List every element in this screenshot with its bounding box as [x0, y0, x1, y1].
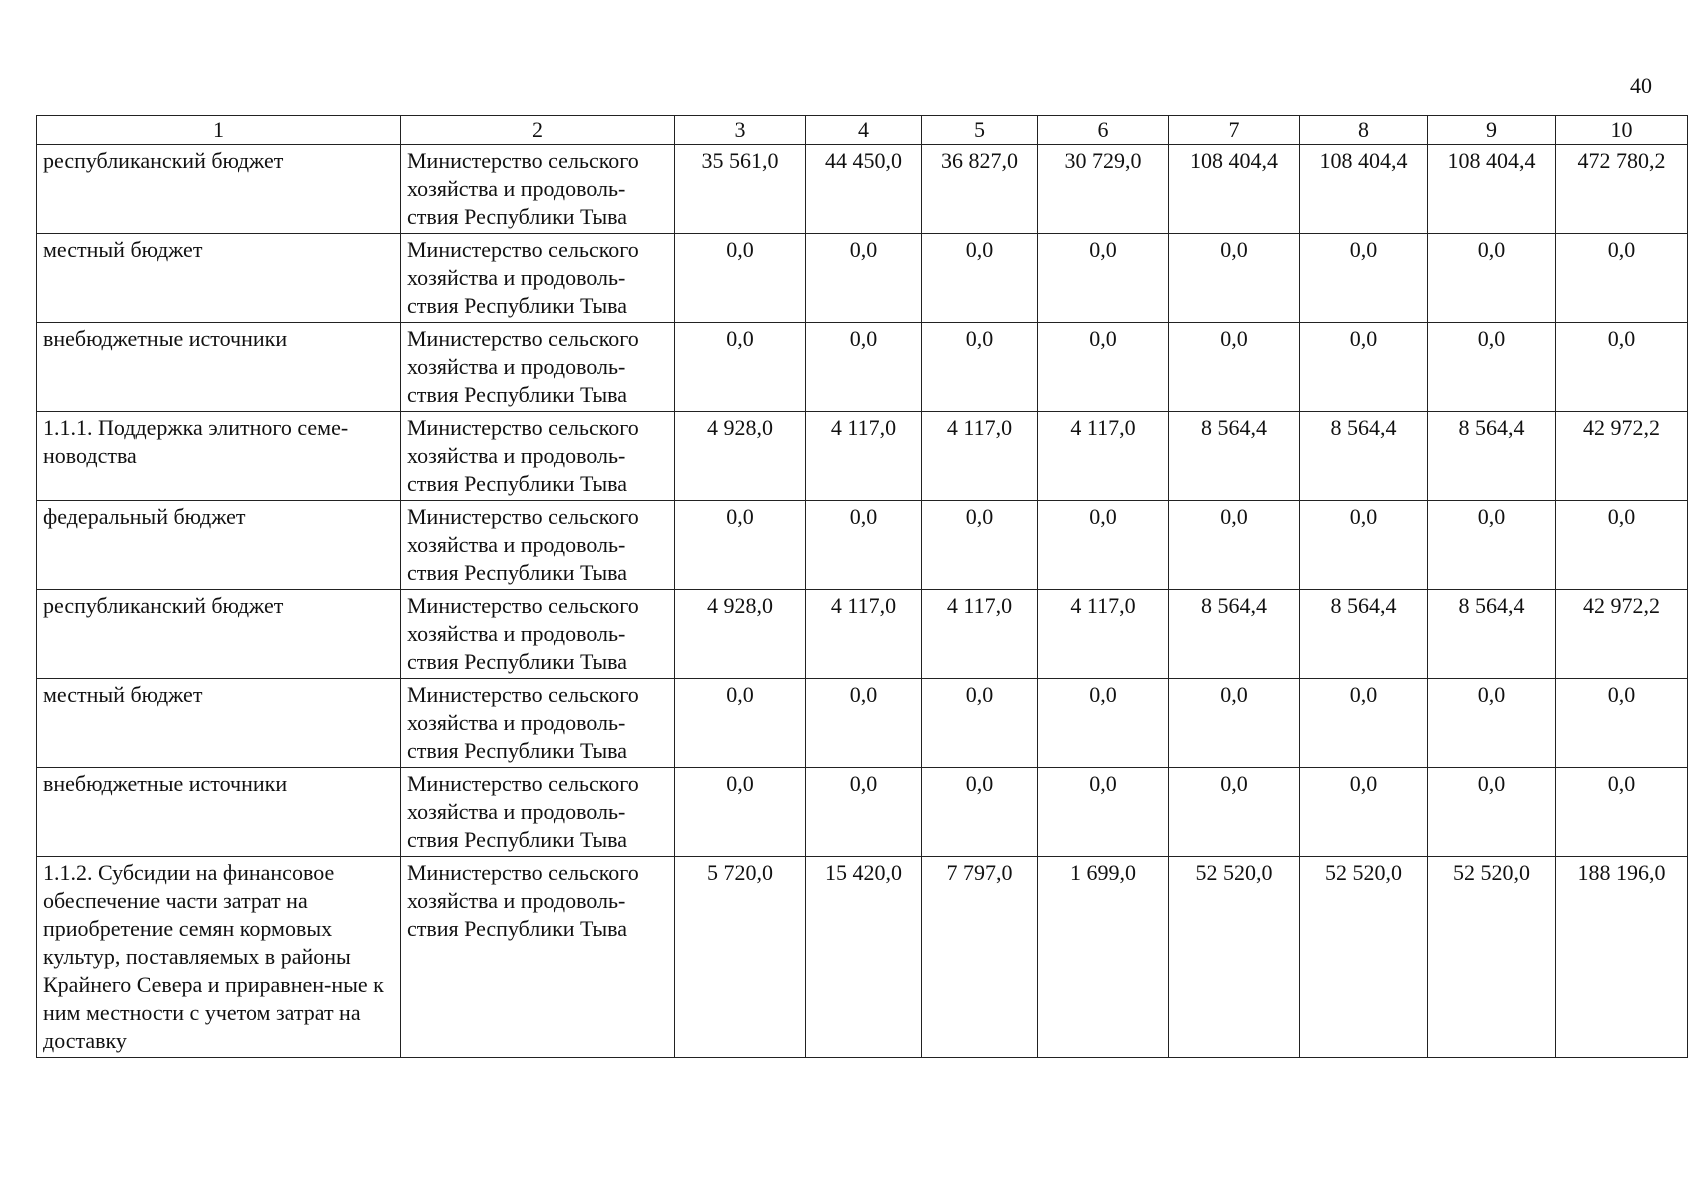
value-cell: 4 117,0: [806, 412, 922, 501]
value-cell: 0,0: [922, 501, 1038, 590]
value-cell: 30 729,0: [1038, 145, 1169, 234]
executor-cell: Министерство сельского хозяйства и продоволь-ствия Республики Тыва: [401, 501, 675, 590]
executor-cell: Министерство сельского хозяйства и продоволь-ствия Республики Тыва: [401, 145, 675, 234]
executor-cell: Министерство сельского хозяйства и продоволь-ствия Республики Тыва: [401, 857, 675, 1058]
value-cell: 0,0: [1428, 323, 1556, 412]
table-row: [37, 145, 1688, 234]
value-cell: 108 404,4: [1428, 145, 1556, 234]
column-number-header: 8: [1300, 116, 1428, 145]
value-cell: 8 564,4: [1300, 412, 1428, 501]
column-number-header: 6: [1038, 116, 1169, 145]
row-name-cell: внебюджетные источники: [37, 768, 401, 857]
value-cell: 7 797,0: [922, 857, 1038, 1058]
table-row: [37, 323, 1688, 412]
value-cell: 8 564,4: [1300, 590, 1428, 679]
value-cell: 44 450,0: [806, 145, 922, 234]
value-cell: 4 928,0: [675, 590, 806, 679]
total-cell: 0,0: [1556, 679, 1688, 768]
column-number-header: 4: [806, 116, 922, 145]
value-cell: 0,0: [1428, 768, 1556, 857]
value-cell: 0,0: [1300, 234, 1428, 323]
total-cell: 42 972,2: [1556, 412, 1688, 501]
value-cell: 0,0: [1428, 234, 1556, 323]
table-row: [37, 501, 1688, 590]
value-cell: 35 561,0: [675, 145, 806, 234]
value-cell: 0,0: [1169, 501, 1300, 590]
page-number: 40: [1630, 73, 1652, 98]
executor-cell: Министерство сельского хозяйства и продоволь-ствия Республики Тыва: [401, 412, 675, 501]
row-name-cell: федеральный бюджет: [37, 501, 401, 590]
value-cell: 4 117,0: [806, 590, 922, 679]
value-cell: 5 720,0: [675, 857, 806, 1058]
row-name-cell: республиканский бюджет: [37, 590, 401, 679]
value-cell: 36 827,0: [922, 145, 1038, 234]
value-cell: 108 404,4: [1300, 145, 1428, 234]
value-cell: 0,0: [806, 234, 922, 323]
value-cell: 0,0: [675, 501, 806, 590]
value-cell: 0,0: [1300, 501, 1428, 590]
value-cell: 0,0: [806, 501, 922, 590]
value-cell: 0,0: [1169, 323, 1300, 412]
budget-table: [36, 115, 1688, 1058]
value-cell: 8 564,4: [1428, 412, 1556, 501]
table-row: [37, 679, 1688, 768]
table-row: [37, 412, 1688, 501]
value-cell: 8 564,4: [1169, 412, 1300, 501]
value-cell: 52 520,0: [1300, 857, 1428, 1058]
column-number-header: 9: [1428, 116, 1556, 145]
value-cell: 0,0: [1038, 679, 1169, 768]
total-cell: 472 780,2: [1556, 145, 1688, 234]
total-cell: 0,0: [1556, 234, 1688, 323]
value-cell: 0,0: [675, 323, 806, 412]
value-cell: 4 117,0: [922, 590, 1038, 679]
executor-cell: Министерство сельского хозяйства и продоволь-ствия Республики Тыва: [401, 679, 675, 768]
column-number-header: 10: [1556, 116, 1688, 145]
value-cell: 0,0: [922, 234, 1038, 323]
column-number-header: 1: [37, 116, 401, 145]
value-cell: 0,0: [922, 768, 1038, 857]
executor-cell: Министерство сельского хозяйства и продоволь-ствия Республики Тыва: [401, 768, 675, 857]
value-cell: 0,0: [1038, 234, 1169, 323]
value-cell: 0,0: [1038, 768, 1169, 857]
table-row: [37, 857, 1688, 1058]
column-number-header: 3: [675, 116, 806, 145]
value-cell: 0,0: [675, 234, 806, 323]
value-cell: 4 117,0: [1038, 590, 1169, 679]
executor-cell: Министерство сельского хозяйства и продоволь-ствия Республики Тыва: [401, 590, 675, 679]
value-cell: 0,0: [675, 768, 806, 857]
value-cell: 0,0: [1038, 501, 1169, 590]
value-cell: 4 928,0: [675, 412, 806, 501]
value-cell: 0,0: [1169, 768, 1300, 857]
value-cell: 0,0: [1300, 679, 1428, 768]
table-row: [37, 590, 1688, 679]
row-name-cell: местный бюджет: [37, 679, 401, 768]
value-cell: 1 699,0: [1038, 857, 1169, 1058]
total-cell: 0,0: [1556, 768, 1688, 857]
row-name-cell: 1.1.2. Субсидии на финансовое обеспечение части затрат на приобретение семян кормовых культур, поставляемых в районы Крайнего Севера и приравнен-ные к ним местности с учетом затрат на доставку: [37, 857, 401, 1058]
value-cell: 0,0: [1300, 323, 1428, 412]
value-cell: 0,0: [1038, 323, 1169, 412]
column-number-header: 5: [922, 116, 1038, 145]
value-cell: 8 564,4: [1169, 590, 1300, 679]
row-name-cell: местный бюджет: [37, 234, 401, 323]
executor-cell: Министерство сельского хозяйства и продоволь-ствия Республики Тыва: [401, 234, 675, 323]
value-cell: 52 520,0: [1428, 857, 1556, 1058]
value-cell: 0,0: [806, 679, 922, 768]
value-cell: 0,0: [675, 679, 806, 768]
table-row: [37, 234, 1688, 323]
total-cell: 188 196,0: [1556, 857, 1688, 1058]
row-name-cell: республиканский бюджет: [37, 145, 401, 234]
row-name-cell: внебюджетные источники: [37, 323, 401, 412]
total-cell: 0,0: [1556, 323, 1688, 412]
table-row: [37, 768, 1688, 857]
executor-cell: Министерство сельского хозяйства и продоволь-ствия Республики Тыва: [401, 323, 675, 412]
value-cell: 0,0: [1169, 679, 1300, 768]
value-cell: 0,0: [1169, 234, 1300, 323]
value-cell: 0,0: [922, 679, 1038, 768]
column-number-header: 7: [1169, 116, 1300, 145]
value-cell: 0,0: [1428, 501, 1556, 590]
value-cell: 15 420,0: [806, 857, 922, 1058]
value-cell: 0,0: [806, 768, 922, 857]
value-cell: 0,0: [1300, 768, 1428, 857]
row-name-cell: 1.1.1. Поддержка элитного семе-новодства: [37, 412, 401, 501]
value-cell: 4 117,0: [922, 412, 1038, 501]
total-cell: 42 972,2: [1556, 590, 1688, 679]
value-cell: 0,0: [806, 323, 922, 412]
table-header-row: [37, 116, 1688, 145]
value-cell: 0,0: [922, 323, 1038, 412]
value-cell: 4 117,0: [1038, 412, 1169, 501]
column-number-header: 2: [401, 116, 675, 145]
value-cell: 108 404,4: [1169, 145, 1300, 234]
total-cell: 0,0: [1556, 501, 1688, 590]
value-cell: 52 520,0: [1169, 857, 1300, 1058]
value-cell: 8 564,4: [1428, 590, 1556, 679]
value-cell: 0,0: [1428, 679, 1556, 768]
